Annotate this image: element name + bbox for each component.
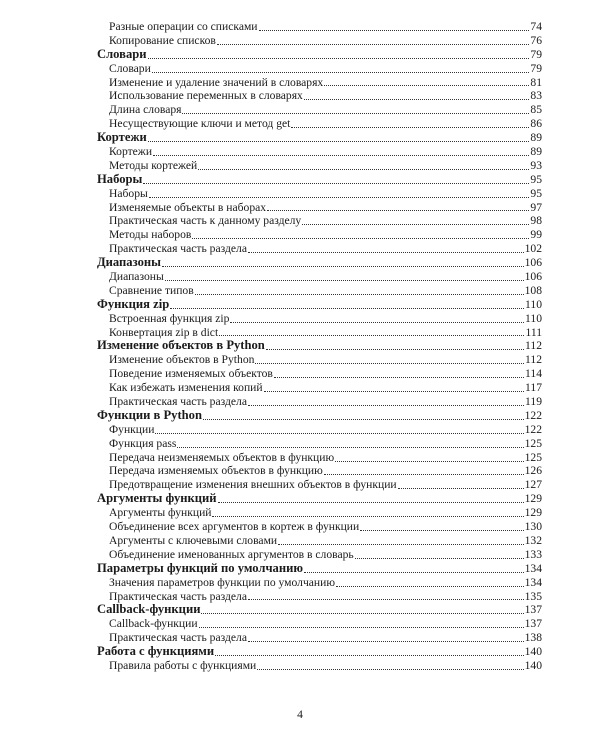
toc-section-entry[interactable] xyxy=(97,437,542,451)
toc-leader-dots xyxy=(304,572,524,573)
toc-entry-page: 129 xyxy=(524,506,542,520)
toc-entry-page: 112 xyxy=(525,353,542,367)
toc-leader-dots xyxy=(203,419,524,420)
toc-leader-dots xyxy=(248,641,524,642)
toc-leader-dots xyxy=(217,44,530,45)
toc-entry-page: 132 xyxy=(524,533,542,547)
toc-entry-page: 89 xyxy=(530,131,542,145)
toc-leader-dots xyxy=(165,280,524,281)
toc-entry-title: Аргументы с ключевыми словами xyxy=(109,533,278,547)
toc-leader-dots xyxy=(248,252,524,253)
toc-section-entry[interactable] xyxy=(97,326,542,340)
toc-chapter-entry[interactable] xyxy=(97,173,542,187)
toc-leader-dots xyxy=(248,599,524,600)
toc-entry-page: 133 xyxy=(524,547,542,561)
toc-entry-page: 110 xyxy=(525,311,542,325)
toc-section-entry[interactable] xyxy=(97,242,542,256)
toc-section-entry[interactable] xyxy=(97,145,542,159)
toc-entry-page: 134 xyxy=(524,561,542,575)
toc-entry-title: Разные операции со списками xyxy=(109,19,258,33)
toc-entry-title: Методы наборов xyxy=(109,228,192,242)
toc-entry-page: 130 xyxy=(524,520,542,534)
toc-leader-dots xyxy=(182,113,529,114)
toc-entry-title: Конвертация zip в dict xyxy=(109,325,219,339)
toc-entry-page: 106 xyxy=(524,256,542,270)
toc-chapter-entry[interactable] xyxy=(97,603,542,617)
toc-leader-dots xyxy=(230,322,524,323)
toc-entry-page: 86 xyxy=(530,117,542,131)
toc-leader-dots xyxy=(143,183,529,184)
toc-entry-page: 83 xyxy=(530,89,542,103)
toc-section-entry[interactable] xyxy=(97,89,542,103)
toc-entry-title: Объединение именованных аргументов в словарь xyxy=(109,547,354,561)
toc-leader-dots xyxy=(324,85,529,86)
toc-entry-page: 95 xyxy=(530,172,542,186)
toc-section-entry[interactable] xyxy=(97,631,542,645)
toc-entry-page: 97 xyxy=(530,200,542,214)
toc-leader-dots xyxy=(155,433,523,434)
toc-entry-title: Изменение объектов в Python xyxy=(97,338,265,353)
toc-entry-title: Функция zip xyxy=(97,296,170,311)
toc-section-entry[interactable] xyxy=(97,576,542,590)
toc-leader-dots xyxy=(148,58,530,59)
toc-section-entry[interactable] xyxy=(97,103,542,117)
toc-entry-title: Практическая часть к данному разделу xyxy=(109,214,302,228)
toc-leader-dots xyxy=(355,558,524,559)
toc-section-entry[interactable] xyxy=(97,284,542,298)
toc-entry-page: 108 xyxy=(524,283,542,297)
toc-leader-dots xyxy=(248,405,524,406)
toc-leader-dots xyxy=(266,349,524,350)
toc-entry-title: Кортежи xyxy=(97,130,147,145)
toc-section-entry[interactable] xyxy=(97,659,542,673)
toc-entry-title: Передача изменяемых объектов в функцию xyxy=(109,464,323,478)
toc-entry-title: Практическая часть раздела xyxy=(109,395,247,409)
toc-entry-title: Функции в Python xyxy=(97,407,202,422)
toc-section-entry[interactable] xyxy=(97,201,542,215)
toc-entry-page: 98 xyxy=(530,214,542,228)
toc-entry-page: 134 xyxy=(524,575,542,589)
toc-leader-dots xyxy=(335,461,523,462)
toc-leader-dots xyxy=(278,544,524,545)
toc-section-entry[interactable] xyxy=(97,62,542,76)
toc-section-entry[interactable] xyxy=(97,159,542,173)
table-of-contents xyxy=(97,20,542,673)
toc-entry-title: Диапазоны xyxy=(97,255,161,270)
toc-entry-page: 112 xyxy=(525,339,542,353)
toc-leader-dots xyxy=(201,613,523,614)
toc-section-entry[interactable] xyxy=(97,465,542,479)
toc-section-entry[interactable] xyxy=(97,590,542,604)
toc-chapter-entry[interactable] xyxy=(97,409,542,423)
toc-leader-dots xyxy=(302,224,529,225)
toc-chapter-entry[interactable] xyxy=(97,298,542,312)
toc-entry-title: Кортежи xyxy=(109,145,153,158)
toc-chapter-entry[interactable] xyxy=(97,339,542,353)
toc-entry-page: 126 xyxy=(524,464,542,478)
toc-entry-title: Поведение изменяемых объектов xyxy=(109,367,273,381)
toc-entry-page: 99 xyxy=(530,228,542,242)
toc-entry-title: Callback-функции xyxy=(97,602,201,617)
toc-leader-dots xyxy=(192,238,529,239)
toc-leader-dots xyxy=(219,335,524,336)
toc-section-entry[interactable] xyxy=(97,76,542,90)
toc-leader-dots xyxy=(264,391,524,392)
toc-entry-title: Практическая часть раздела xyxy=(109,631,247,645)
toc-entry-title: Наборы xyxy=(97,171,143,186)
toc-entry-page: 79 xyxy=(530,47,542,61)
toc-entry-title: Параметры функций по умолчанию xyxy=(97,560,303,575)
toc-leader-dots xyxy=(152,72,530,73)
toc-entry-title: Функция pass xyxy=(109,436,177,450)
toc-section-entry[interactable] xyxy=(97,270,542,284)
toc-leader-dots xyxy=(215,655,523,656)
toc-chapter-entry[interactable] xyxy=(97,645,542,659)
toc-entry-title: Диапазоны xyxy=(109,270,164,284)
toc-entry-title: Как избежать изменения копий xyxy=(109,381,263,395)
toc-leader-dots xyxy=(162,266,524,267)
toc-entry-page: 125 xyxy=(524,436,542,450)
toc-entry-page: 114 xyxy=(525,367,542,381)
toc-entry-page: 76 xyxy=(530,33,542,47)
toc-entry-page: 111 xyxy=(525,325,542,339)
toc-entry-page: 85 xyxy=(530,103,542,117)
toc-entry-title: Практическая часть раздела xyxy=(109,589,247,603)
toc-entry-title: Изменение объектов в Python xyxy=(109,353,255,367)
toc-entry-page: 79 xyxy=(530,61,542,75)
toc-entry-title: Изменение и удаление значений в словарях xyxy=(109,75,324,89)
toc-section-entry[interactable] xyxy=(97,520,542,534)
toc-entry-title: Callback-функции xyxy=(109,617,198,631)
toc-entry-page: 93 xyxy=(530,158,542,172)
toc-entry-title: Копирование списков xyxy=(109,33,216,47)
toc-leader-dots xyxy=(198,169,529,170)
toc-leader-dots xyxy=(255,363,524,364)
toc-entry-page: 122 xyxy=(524,408,542,422)
toc-entry-page: 129 xyxy=(524,492,542,506)
toc-entry-page: 140 xyxy=(524,645,542,659)
toc-section-entry[interactable] xyxy=(97,423,542,437)
toc-leader-dots xyxy=(212,516,523,517)
toc-leader-dots xyxy=(153,155,529,156)
toc-section-entry[interactable] xyxy=(97,478,542,492)
toc-entry-page: 117 xyxy=(525,381,542,395)
toc-entry-page: 125 xyxy=(524,450,542,464)
toc-leader-dots xyxy=(170,308,524,309)
toc-entry-title: Значения параметров функции по умолчанию xyxy=(109,575,335,589)
toc-entry-page: 119 xyxy=(525,395,542,409)
toc-entry-page: 89 xyxy=(530,145,542,158)
toc-entry-title: Несуществующие ключи и метод get xyxy=(109,117,291,131)
toc-leader-dots xyxy=(257,669,523,670)
toc-entry-title: Передача неизменяемых объектов в функцию xyxy=(109,450,335,464)
toc-section-entry[interactable] xyxy=(97,353,542,367)
toc-entry-page: 127 xyxy=(524,478,542,492)
toc-section-entry[interactable] xyxy=(97,548,542,562)
toc-chapter-entry[interactable] xyxy=(97,48,542,62)
toc-entry-title: Аргументы функций xyxy=(109,506,212,520)
toc-entry-title: Изменяемые объекты в наборах xyxy=(109,200,267,214)
toc-entry-title: Наборы xyxy=(109,186,148,200)
page-number: 4 xyxy=(297,708,303,721)
toc-section-entry[interactable] xyxy=(97,20,542,34)
toc-entry-title: Длина словаря xyxy=(109,103,182,117)
toc-section-entry[interactable] xyxy=(97,117,542,131)
toc-entry-title: Объединение всех аргументов в кортеж в функции xyxy=(109,520,360,534)
toc-section-entry[interactable] xyxy=(97,506,542,520)
toc-entry-page: 81 xyxy=(530,75,542,89)
toc-chapter-entry[interactable] xyxy=(97,492,542,506)
toc-chapter-entry[interactable] xyxy=(97,131,542,145)
toc-section-entry[interactable] xyxy=(97,312,542,326)
toc-leader-dots xyxy=(336,586,524,587)
toc-chapter-entry[interactable] xyxy=(97,562,542,576)
toc-leader-dots xyxy=(267,210,529,211)
toc-entry-title: Работа с функциями xyxy=(97,644,215,659)
toc-leader-dots xyxy=(324,474,524,475)
toc-section-entry[interactable] xyxy=(97,395,542,409)
toc-entry-page: 74 xyxy=(530,19,542,33)
toc-section-entry[interactable] xyxy=(97,381,542,395)
toc-entry-title: Функции xyxy=(109,422,155,436)
toc-entry-title: Правила работы с функциями xyxy=(109,658,257,672)
toc-section-entry[interactable] xyxy=(97,617,542,631)
toc-leader-dots xyxy=(291,127,529,128)
toc-section-entry[interactable] xyxy=(97,228,542,242)
toc-leader-dots xyxy=(177,447,523,448)
toc-section-entry[interactable] xyxy=(97,187,542,201)
toc-leader-dots xyxy=(360,530,523,531)
toc-entry-title: Сравнение типов xyxy=(109,283,194,297)
toc-entry-title: Аргументы функций xyxy=(97,491,217,506)
toc-leader-dots xyxy=(195,294,524,295)
toc-leader-dots xyxy=(199,627,524,628)
toc-entry-page: 110 xyxy=(525,297,542,311)
toc-entry-title: Словари xyxy=(109,61,151,75)
toc-entry-title: Предотвращение изменения внешних объектов в функции xyxy=(109,478,397,492)
toc-entry-page: 140 xyxy=(524,658,542,672)
toc-entry-title: Методы кортежей xyxy=(109,158,198,172)
toc-section-entry[interactable] xyxy=(97,34,542,48)
toc-leader-dots xyxy=(218,502,524,503)
toc-chapter-entry[interactable] xyxy=(97,256,542,270)
toc-leader-dots xyxy=(148,141,530,142)
toc-section-entry[interactable] xyxy=(97,214,542,228)
toc-entry-page: 106 xyxy=(524,270,542,284)
toc-section-entry[interactable] xyxy=(97,451,542,465)
toc-leader-dots xyxy=(259,30,530,31)
toc-entry-page: 102 xyxy=(524,242,542,256)
toc-entry-title: Встроенная функция zip xyxy=(109,311,230,325)
toc-entry-page: 135 xyxy=(524,589,542,603)
toc-entry-page: 137 xyxy=(524,603,542,617)
toc-leader-dots xyxy=(304,99,530,100)
toc-entry-page: 138 xyxy=(524,631,542,645)
toc-entry-page: 95 xyxy=(530,186,542,200)
toc-section-entry[interactable] xyxy=(97,367,542,381)
toc-entry-page: 137 xyxy=(524,617,542,631)
toc-section-entry[interactable] xyxy=(97,534,542,548)
toc-entry-title: Использование переменных в словарях xyxy=(109,89,303,103)
toc-leader-dots xyxy=(149,197,530,198)
toc-entry-page: 122 xyxy=(524,422,542,436)
toc-leader-dots xyxy=(398,488,524,489)
toc-entry-title: Словари xyxy=(97,46,147,61)
toc-leader-dots xyxy=(274,377,524,378)
toc-entry-title: Практическая часть раздела xyxy=(109,242,247,256)
